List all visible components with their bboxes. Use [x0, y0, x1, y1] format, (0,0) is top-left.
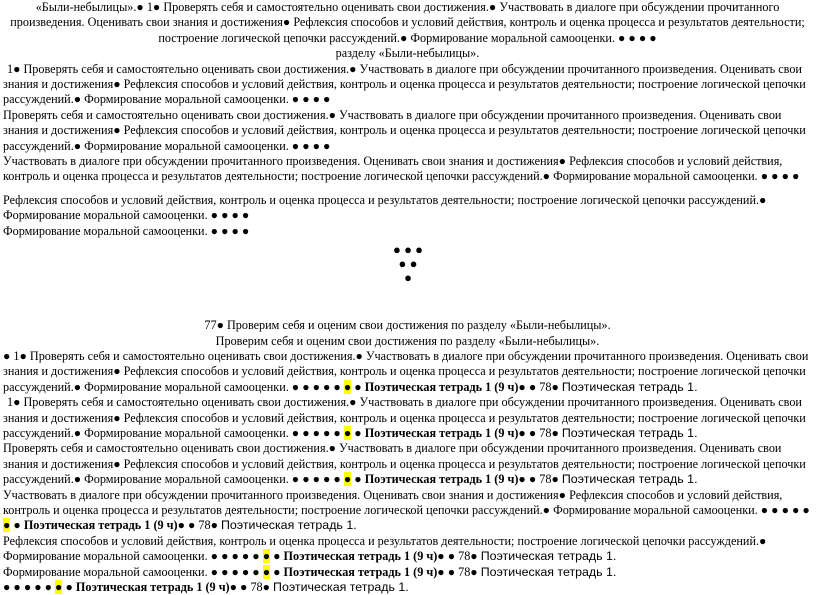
section-title: Поэтическая тетрадь 1.: [561, 379, 698, 394]
section-label: ● Поэтическая тетрадь 1 (9 ч)●: [13, 518, 185, 533]
bottom-title-2: Проверим себя и оценим свои достижения по разделу «Были-небылицы».: [215, 333, 600, 348]
section-title: Поэтическая тетрадь 1.: [561, 472, 698, 487]
section-number: ● 78●: [528, 425, 559, 440]
section-label: ● Поэтическая тетрадь 1 (9 ч)●: [273, 549, 445, 564]
para-text: ● ● ● ● ●: [3, 580, 52, 594]
highlight-dot: ●: [262, 564, 271, 579]
dots-row-1: ● ● ●: [392, 242, 424, 258]
bottom-para-4: [0, 488, 816, 534]
para-text: Проверять себя и самостоятельно оценивать свои достижения.● Участвовать в диалоге при обсуждении прочитанного произведения. Оценивать свои знания и достижения● Рефлексия способов и условий действия, контроль и оценка процесса и результатов деятельности; построение логической цепочки рассуждений.● Формирование моральной самооценки. ● ● ● ● ●: [3, 441, 806, 487]
bottom-para-2: [0, 395, 816, 441]
section-number: ● 78●: [187, 518, 218, 533]
bottom-para-6: [0, 565, 816, 580]
section-title: Поэтическая тетрадь 1.: [480, 549, 617, 564]
top-para-3: Участвовать в диалоге при обсуждении прочитанного произведения. Оценивать свои знания и достижения● Рефлексия способов и условий действия, контроль и оценка процесса и результатов деятельности; построение логической цепочки рассуждений.● Формирование моральной самооценки. ● ● ● ●: [3, 154, 800, 184]
section-number: ● 78●: [528, 472, 559, 487]
section-label: ● Поэтическая тетрадь 1 (9 ч)●: [354, 379, 526, 394]
para-text: Рефлексия способов и условий действия, контроль и оценка процесса и результатов деятельности; построение логической цепочки рассуждений.● Формирование моральной самооценки. ● ● ● ● ●: [3, 533, 767, 564]
highlight-dot: ●: [262, 549, 271, 564]
highlight-dot: ●: [55, 580, 63, 594]
top-line-2: разделу «Были-небылицы».: [335, 46, 480, 61]
highlight-dot: ●: [3, 518, 11, 533]
section-title: Поэтическая тетрадь 1.: [561, 425, 698, 440]
top-para-4: Рефлексия способов и условий действия, контроль и оценка процесса и результатов деятельности; построение логической цепочки рассуждений.● Формирование моральной самооценки. ● ● ● ●: [3, 192, 767, 223]
para-text: Участвовать в диалоге при обсуждении прочитанного произведения. Оценивать свои знания и достижения● Рефлексия способов и условий действия, контроль и оценка процесса и результатов деятельности; построение логической цепочки рассуждений.● Формирование моральной самооценки. ● ● ● ● ●: [3, 487, 810, 517]
section-label: ● Поэтическая тетрадь 1 (9 ч)●: [354, 425, 526, 440]
bottom-para-1: [0, 349, 816, 395]
top-para-2: Проверять себя и самостоятельно оценивать свои достижения.● Участвовать в диалоге при обсуждении прочитанного произведения. Оценивать свои знания и достижения● Рефлексия способов и условий действия, контроль и оценка процесса и результатов деятельности; построение логической цепочки рассуждений.● Формирование моральной самооценки. ● ● ● ●: [3, 107, 806, 153]
para-text: Формирование моральной самооценки. ● ● ● ● ●: [3, 564, 260, 579]
section-number: ● 78●: [447, 564, 478, 579]
top-para-5: Формирование моральной самооценки. ● ● ● ●: [3, 223, 250, 238]
highlight-dot: ●: [343, 425, 352, 440]
bottom-title-1: 77● Проверим себя и оценим свои достижения по разделу «Были-небылицы».: [204, 318, 611, 333]
section-number: ● 78●: [447, 549, 478, 564]
dots-row-2: ● ●: [398, 256, 418, 272]
section-number: ● 78●: [528, 379, 559, 394]
dots-row-3: ●: [404, 270, 412, 286]
para-text: ● 1● Проверять себя и самостоятельно оценивать свои достижения.● Участвовать в диалоге при обсуждении прочитанного произведения. Оценивать свои знания и достижения● Рефлексия способов и условий действия, контроль и оценка процесса и результатов деятельности; построение логической цепочки рассуждений.● Формирование моральной самооценки. ● ● ● ● ●: [3, 348, 809, 394]
section-number: ● 78●: [240, 580, 270, 594]
bottom-para-5: [0, 534, 816, 565]
para-text: 1● Проверять себя и самостоятельно оценивать свои достижения.● Участвовать в диалоге при обсуждении прочитанного произведения. Оценивать свои знания и достижения● Рефлексия способов и условий действия, контроль и оценка процесса и результатов деятельности; построение логической цепочки рассуждений.● Формирование моральной самооценки. ● ● ● ● ●: [3, 395, 806, 440]
section-title: Поэтическая тетрадь 1.: [221, 518, 357, 533]
section-title: Поэтическая тетрадь 1.: [480, 564, 617, 579]
bottom-para-3: [0, 441, 816, 487]
top-line-1: «Были-небылицы».● 1● Проверять себя и самостоятельно оценивать свои достижения.● Участвовать в диалоге при обсуждении прочитанного произведения. Оценивать свои знания и достижения● Рефлексия способов и условий действия, контроль и оценка процесса и результатов деятельности; построение логической цепочки рассуждений.● Формирование моральной самооценки. ● ● ● ●: [10, 0, 805, 45]
highlight-dot: ●: [343, 472, 352, 487]
section-label: ● Поэтическая тетрадь 1 (9 ч)●: [65, 580, 237, 594]
dots-ornament: [0, 243, 816, 285]
top-para-1: 1● Проверять себя и самостоятельно оценивать свои достижения.● Участвовать в диалоге при обсуждении прочитанного произведения. Оценивать свои знания и достижения● Рефлексия способов и условий действия, контроль и оценка процесса и результатов деятельности; построение логической цепочки рассуждений.● Формирование моральной самооценки. ● ● ● ●: [3, 61, 806, 107]
section-title: Поэтическая тетрадь 1.: [273, 580, 409, 594]
highlight-dot: ●: [343, 379, 352, 394]
section-label: ● Поэтическая тетрадь 1 (9 ч)●: [354, 472, 526, 487]
section-label: ● Поэтическая тетрадь 1 (9 ч)●: [273, 564, 445, 579]
bottom-para-7: [0, 580, 816, 595]
